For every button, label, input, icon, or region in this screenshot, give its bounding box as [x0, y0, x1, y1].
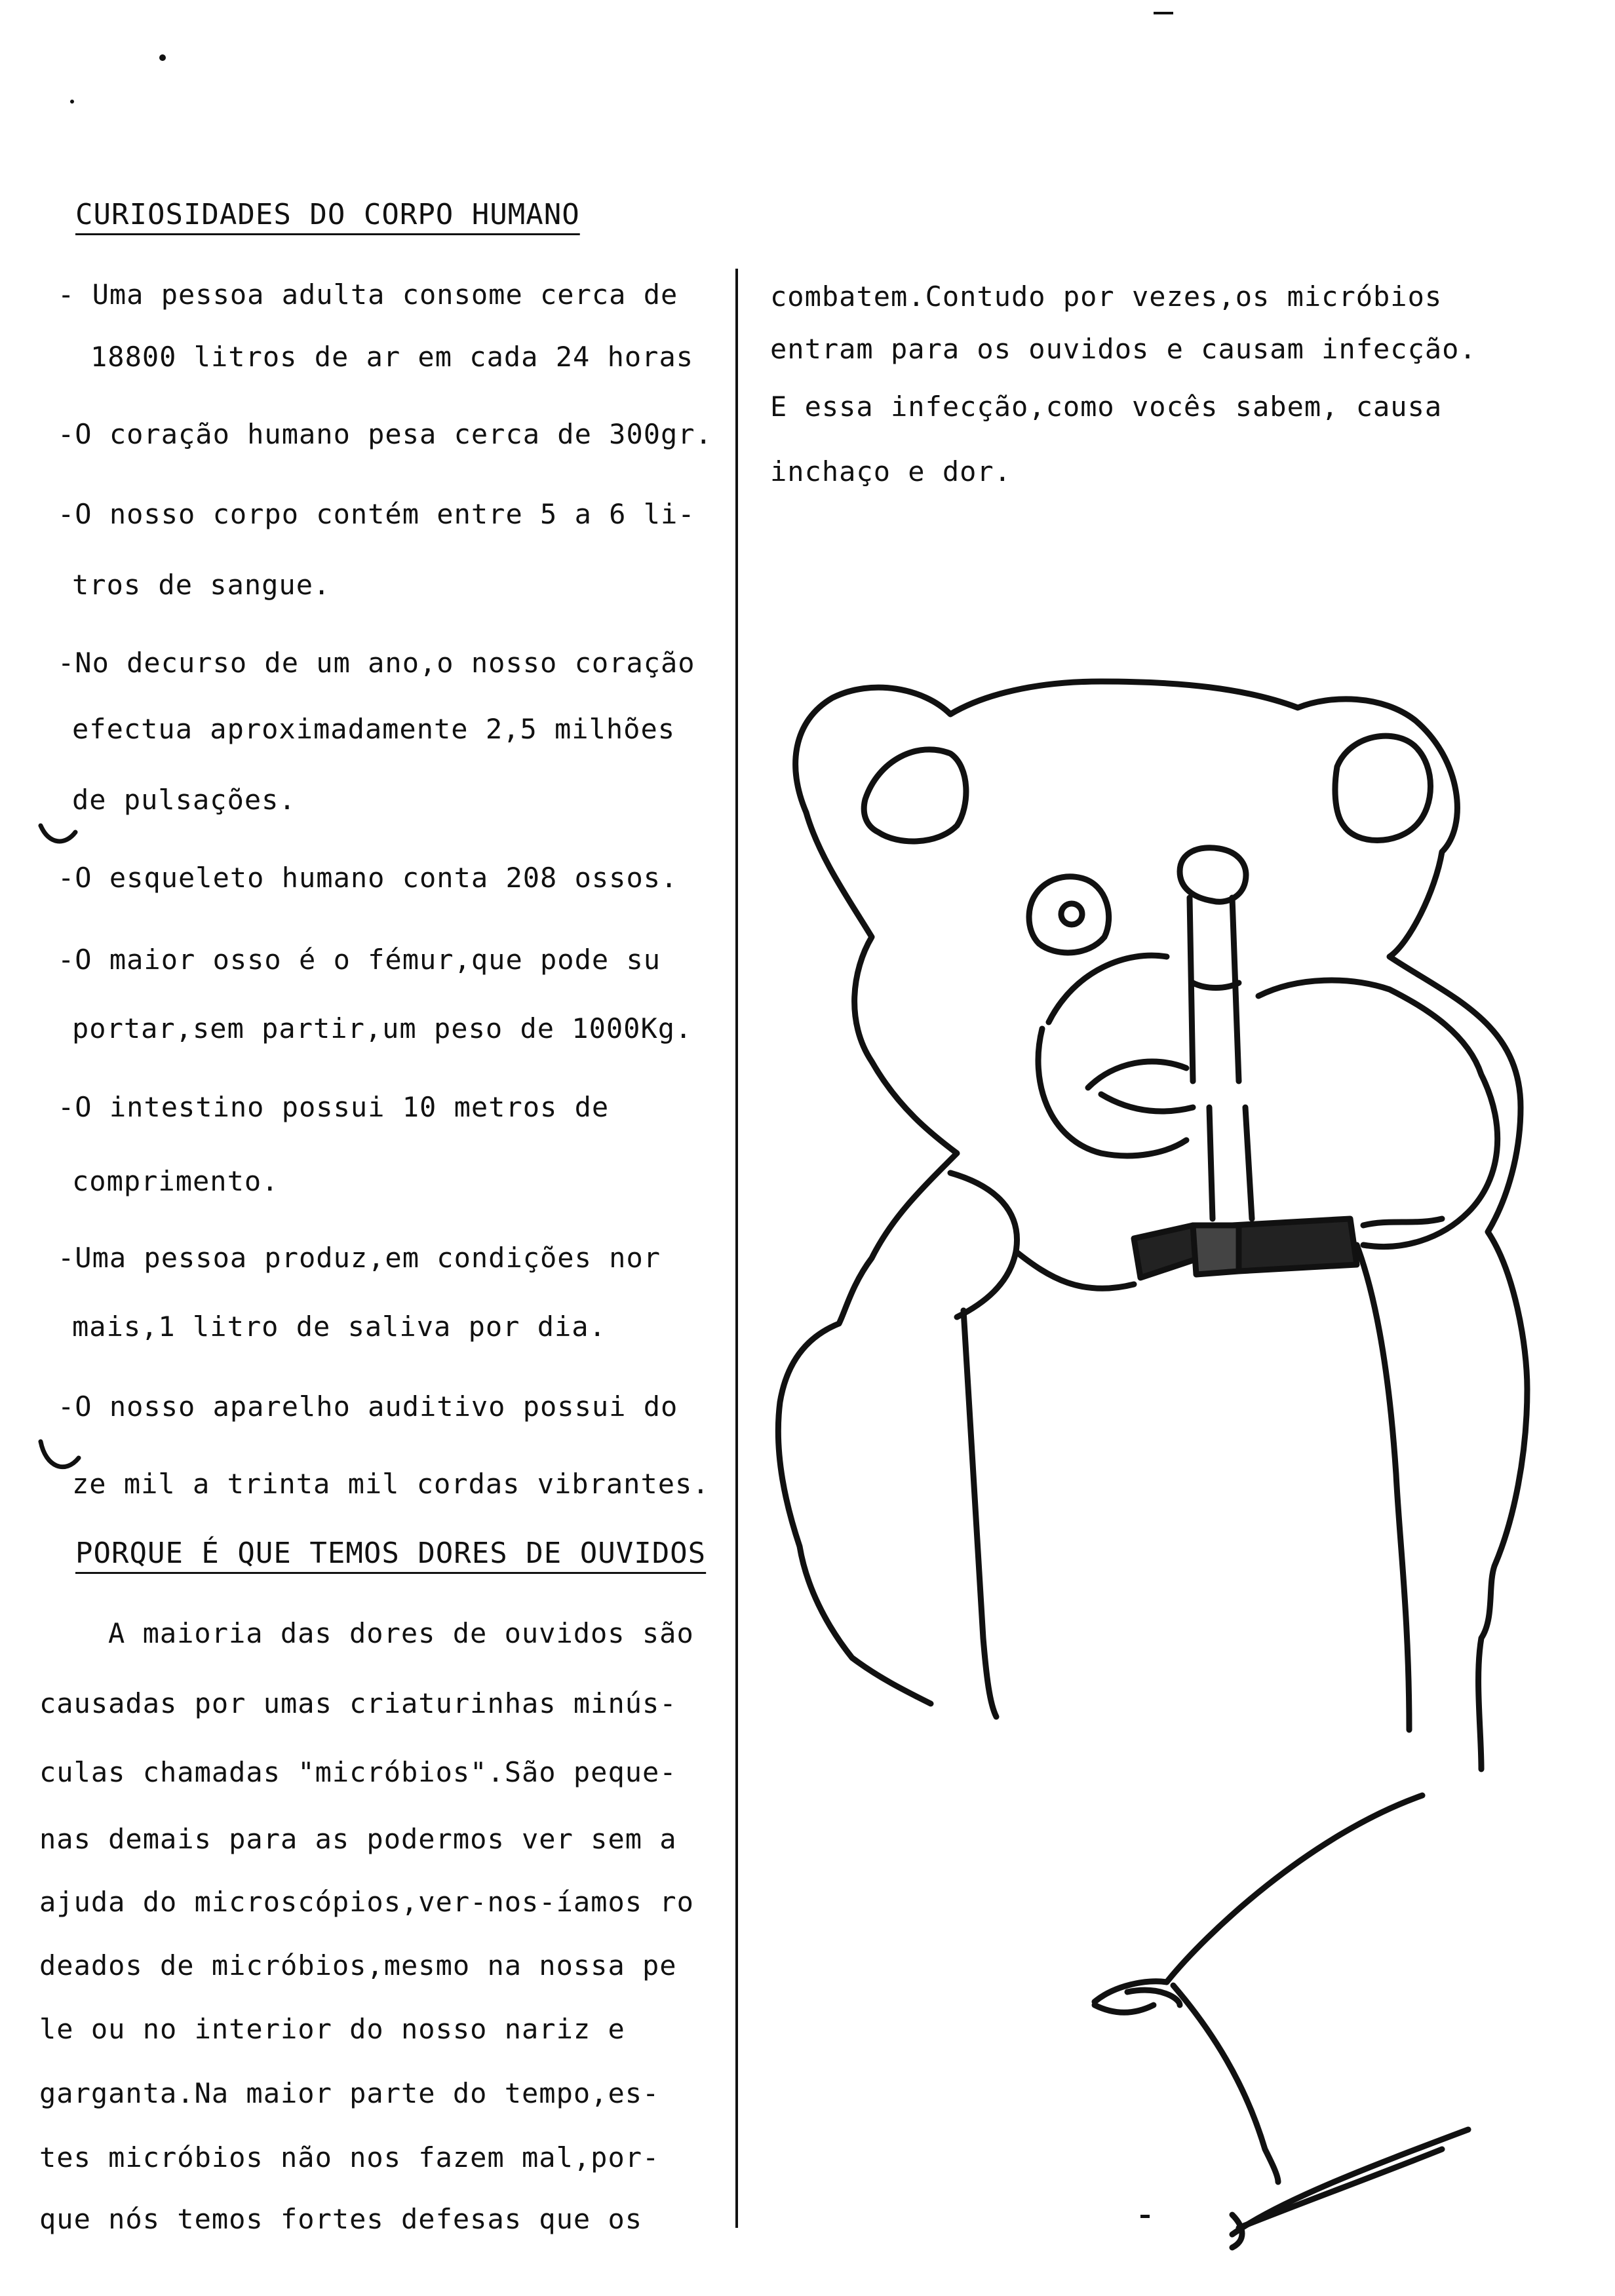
- fact-line: -No decurso de um ano,o nosso coração: [58, 647, 695, 679]
- fact-line: - Uma pessoa adulta consome cerca de: [58, 278, 678, 311]
- article-line: deados de micróbios,mesmo na nossa pe: [39, 1949, 677, 1981]
- article-line: inchaço e dor.: [770, 455, 1012, 488]
- fact-line: tros de sangue.: [72, 569, 331, 601]
- section-heading-dores-ouvidos: PORQUE É QUE TEMOS DORES DE OUVIDOS: [75, 1537, 707, 1570]
- fact-line: mais,1 litro de saliva por dia.: [72, 1311, 606, 1343]
- article-line: que nós temos fortes defesas que os: [39, 2203, 643, 2235]
- article-line: A maioria das dores de ouvidos são: [108, 1617, 694, 1649]
- fact-line: ze mil a trinta mil cordas vibrantes.: [72, 1468, 710, 1500]
- fact-line: 18800 litros de ar em cada 24 horas: [90, 341, 694, 373]
- article-line: causadas por umas criaturinhas minús-: [39, 1687, 677, 1719]
- article-line: ajuda do microscópios,ver-nos-íamos ro: [39, 1886, 694, 1918]
- fact-line: portar,sem partir,um peso de 1000Kg.: [72, 1012, 693, 1044]
- section-heading-curiosidades: CURIOSIDADES DO CORPO HUMANO: [75, 198, 580, 231]
- fact-line: de pulsações.: [72, 784, 296, 816]
- fact-line: -O intestino possui 10 metros de: [58, 1091, 610, 1123]
- fact-line: -O maior osso é o fémur,que pode su: [58, 944, 661, 976]
- fact-line: -Uma pessoa produz,em condições nor: [58, 1242, 661, 1274]
- fact-line: efectua aproximadamente 2,5 milhões: [72, 713, 676, 745]
- fact-line: comprimento.: [72, 1165, 279, 1197]
- fact-line: -O esqueleto humano conta 208 ossos.: [58, 862, 678, 894]
- article-line: nas demais para as podermos ver sem a: [39, 1823, 677, 1855]
- article-line: garganta.Na maior parte do tempo,es-: [39, 2077, 660, 2109]
- article-line: combatem.Contudo por vezes,os micróbios: [770, 280, 1443, 313]
- fact-line: -O coração humano pesa cerca de 300gr.: [58, 418, 712, 450]
- article-line: tes micróbios não nos fazem mal,por-: [39, 2141, 660, 2173]
- fact-line: -O nosso corpo contém entre 5 a 6 li-: [58, 498, 695, 530]
- fact-line: -O nosso aparelho auditivo possui do: [58, 1390, 678, 1423]
- article-line: entram para os ouvidos e causam infecção.: [770, 333, 1477, 365]
- article-line: le ou no interior do nosso nariz e: [39, 2013, 625, 2045]
- article-line: culas chamadas "micróbios".São peque-: [39, 1756, 677, 1788]
- article-line: E essa infecção,como vocês sabem, causa: [770, 391, 1443, 423]
